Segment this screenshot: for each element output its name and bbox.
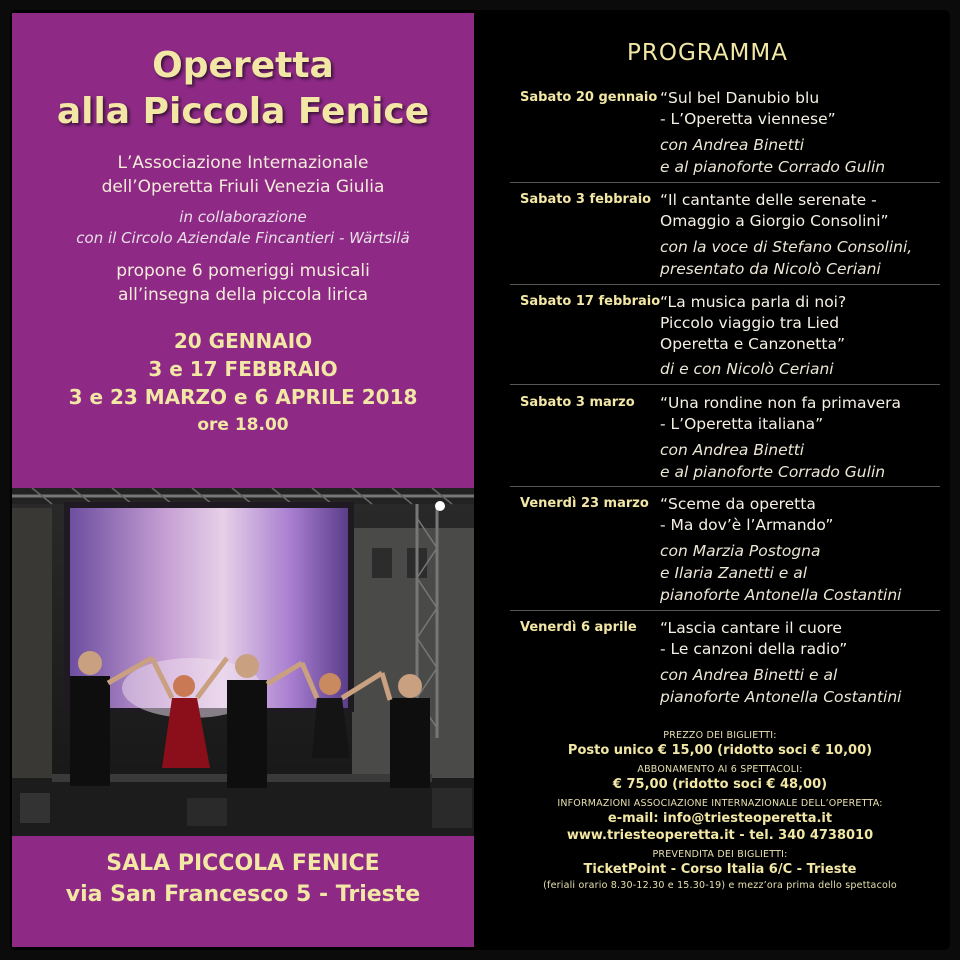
event-date: Sabato 20 gennaio: [520, 90, 658, 105]
event-title: [660, 494, 950, 536]
event-title-line: “Lascia cantare il cuore: [660, 619, 842, 637]
info-label: INFORMAZIONI ASSOCIAZIONE INTERNAZIONALE DELL’OPERETTA:: [557, 798, 883, 809]
subscription-label: ABBONAMENTO AI 6 SPETTACOLI:: [637, 764, 803, 775]
event-dates: [12, 327, 474, 411]
date-line-1: 20 GENNAIO: [173, 329, 313, 353]
performer-line: e al pianoforte Corrado Gulin: [660, 158, 886, 176]
stage-photo: [12, 488, 474, 836]
venue-name: SALA PICCOLA FENICE: [106, 851, 380, 876]
title-line-1: Operetta: [152, 45, 334, 86]
ticket-info: [490, 730, 950, 891]
performer-line: presentato da Nicolò Ceriani: [660, 260, 881, 278]
divider: [510, 182, 940, 183]
website-link[interactable]: www.triesteoperetta.it - tel. 340 4738010: [566, 828, 874, 843]
date-line-2: 3 e 17 FEBBRAIO: [148, 357, 338, 381]
price-single: Posto unico € 15,00 (ridotto soci € 10,00): [567, 743, 873, 758]
assoc-line-2: dell’Operetta Friuli Venezia Giulia: [101, 177, 385, 197]
ticketpoint-address: TicketPoint - Corso Italia 6/C - Trieste: [583, 862, 857, 877]
event-performers: [660, 134, 950, 178]
event-date: Venerdì 23 marzo: [520, 496, 649, 511]
assoc-line-1: L’Associazione Internazionale: [117, 153, 369, 173]
performer-line: di e con Nicolò Ceriani: [660, 360, 834, 378]
divider: [510, 610, 940, 611]
event-time: ore 18.00: [197, 415, 289, 435]
event-date: Sabato 3 marzo: [520, 395, 635, 410]
event-title-line: Omaggio a Giorgio Consolini”: [660, 212, 889, 230]
event-performers: [660, 439, 950, 483]
performer-line: con Andrea Binetti e al: [660, 666, 838, 684]
event-date: Sabato 17 febbraio: [520, 294, 661, 309]
association-text: [12, 151, 474, 199]
program-panel: [490, 0, 950, 960]
presale-hours: (feriali orario 8.30-12.30 e 15.30-19) e mezz’ora prima dello spettacolo: [543, 880, 897, 891]
event-date: Sabato 3 febbraio: [520, 192, 652, 207]
event-date: Venerdì 6 aprile: [520, 620, 637, 635]
performer-line: con Andrea Binetti: [660, 136, 805, 154]
event-title-line: - Ma dov’è l’Armando”: [660, 516, 834, 534]
event-title-line: - L’Operetta viennese”: [660, 110, 836, 128]
collaboration-text: [12, 207, 474, 249]
collab-line-1: in collaborazione: [179, 208, 307, 226]
event-title-line: “Una rondine non fa primavera: [660, 394, 902, 412]
event-title: [660, 190, 950, 232]
event-title-line: Operetta e Canzonetta”: [660, 335, 845, 353]
subscription-price: € 75,00 (ridotto soci € 48,00): [612, 777, 828, 792]
stage-photo-illustration: [12, 488, 474, 836]
propone-line-2: all’insegna della piccola lirica: [117, 285, 369, 305]
program-heading: PROGRAMMA: [627, 40, 788, 66]
collab-line-2: con il Circolo Aziendale Fincantieri - Wärtsilä: [76, 229, 410, 247]
event-title: [660, 292, 950, 355]
event-title-line: “Il cantante delle serenate -: [660, 191, 877, 209]
performer-line: con Andrea Binetti: [660, 441, 805, 459]
venue-address: via San Francesco 5 - Trieste: [65, 882, 421, 907]
event-title-line: - L’Operetta italiana”: [660, 415, 824, 433]
email-link[interactable]: e-mail: info@triesteoperetta.it: [607, 811, 833, 826]
event-title-line: - Le canzoni della radio”: [660, 640, 848, 658]
performer-line: pianoforte Antonella Costantini: [660, 586, 902, 604]
performer-line: e al pianoforte Corrado Gulin: [660, 463, 886, 481]
performer-line: con Marzia Postogna: [660, 542, 821, 560]
event-title: [660, 618, 950, 660]
performer-line: e Ilaria Zanetti e al: [660, 564, 808, 582]
venue-panel: [12, 836, 474, 947]
proposal-text: [12, 259, 474, 307]
divider: [510, 384, 940, 385]
title-line-2: alla Piccola Fenice: [56, 91, 430, 132]
price-label: PREZZO DEI BIGLIETTI:: [663, 730, 777, 741]
event-performers: [660, 540, 950, 606]
propone-line-1: propone 6 pomeriggi musicali: [116, 261, 370, 281]
performer-line: pianoforte Antonella Costantini: [660, 688, 902, 706]
event-title-line: “La musica parla di noi?: [660, 293, 847, 311]
presale-label: PREVENDITA DEI BIGLIETTI:: [652, 849, 788, 860]
performer-line: con la voce di Stefano Consolini,: [660, 238, 913, 256]
event-title-line: Piccolo viaggio tra Lied: [660, 314, 840, 332]
event-title-line: “Sul bel Danubio blu: [660, 89, 820, 107]
date-line-3: 3 e 23 MARZO e 6 APRILE 2018: [68, 385, 418, 409]
divider: [510, 486, 940, 487]
poster-title: [12, 43, 474, 135]
event-title: [660, 393, 950, 435]
event-performers: [660, 358, 950, 380]
event-title: [660, 88, 950, 130]
event-performers: [660, 236, 950, 280]
header-panel: [12, 13, 474, 488]
event-title-line: “Sceme da operetta: [660, 495, 816, 513]
event-performers: [660, 664, 950, 708]
divider: [510, 284, 940, 285]
